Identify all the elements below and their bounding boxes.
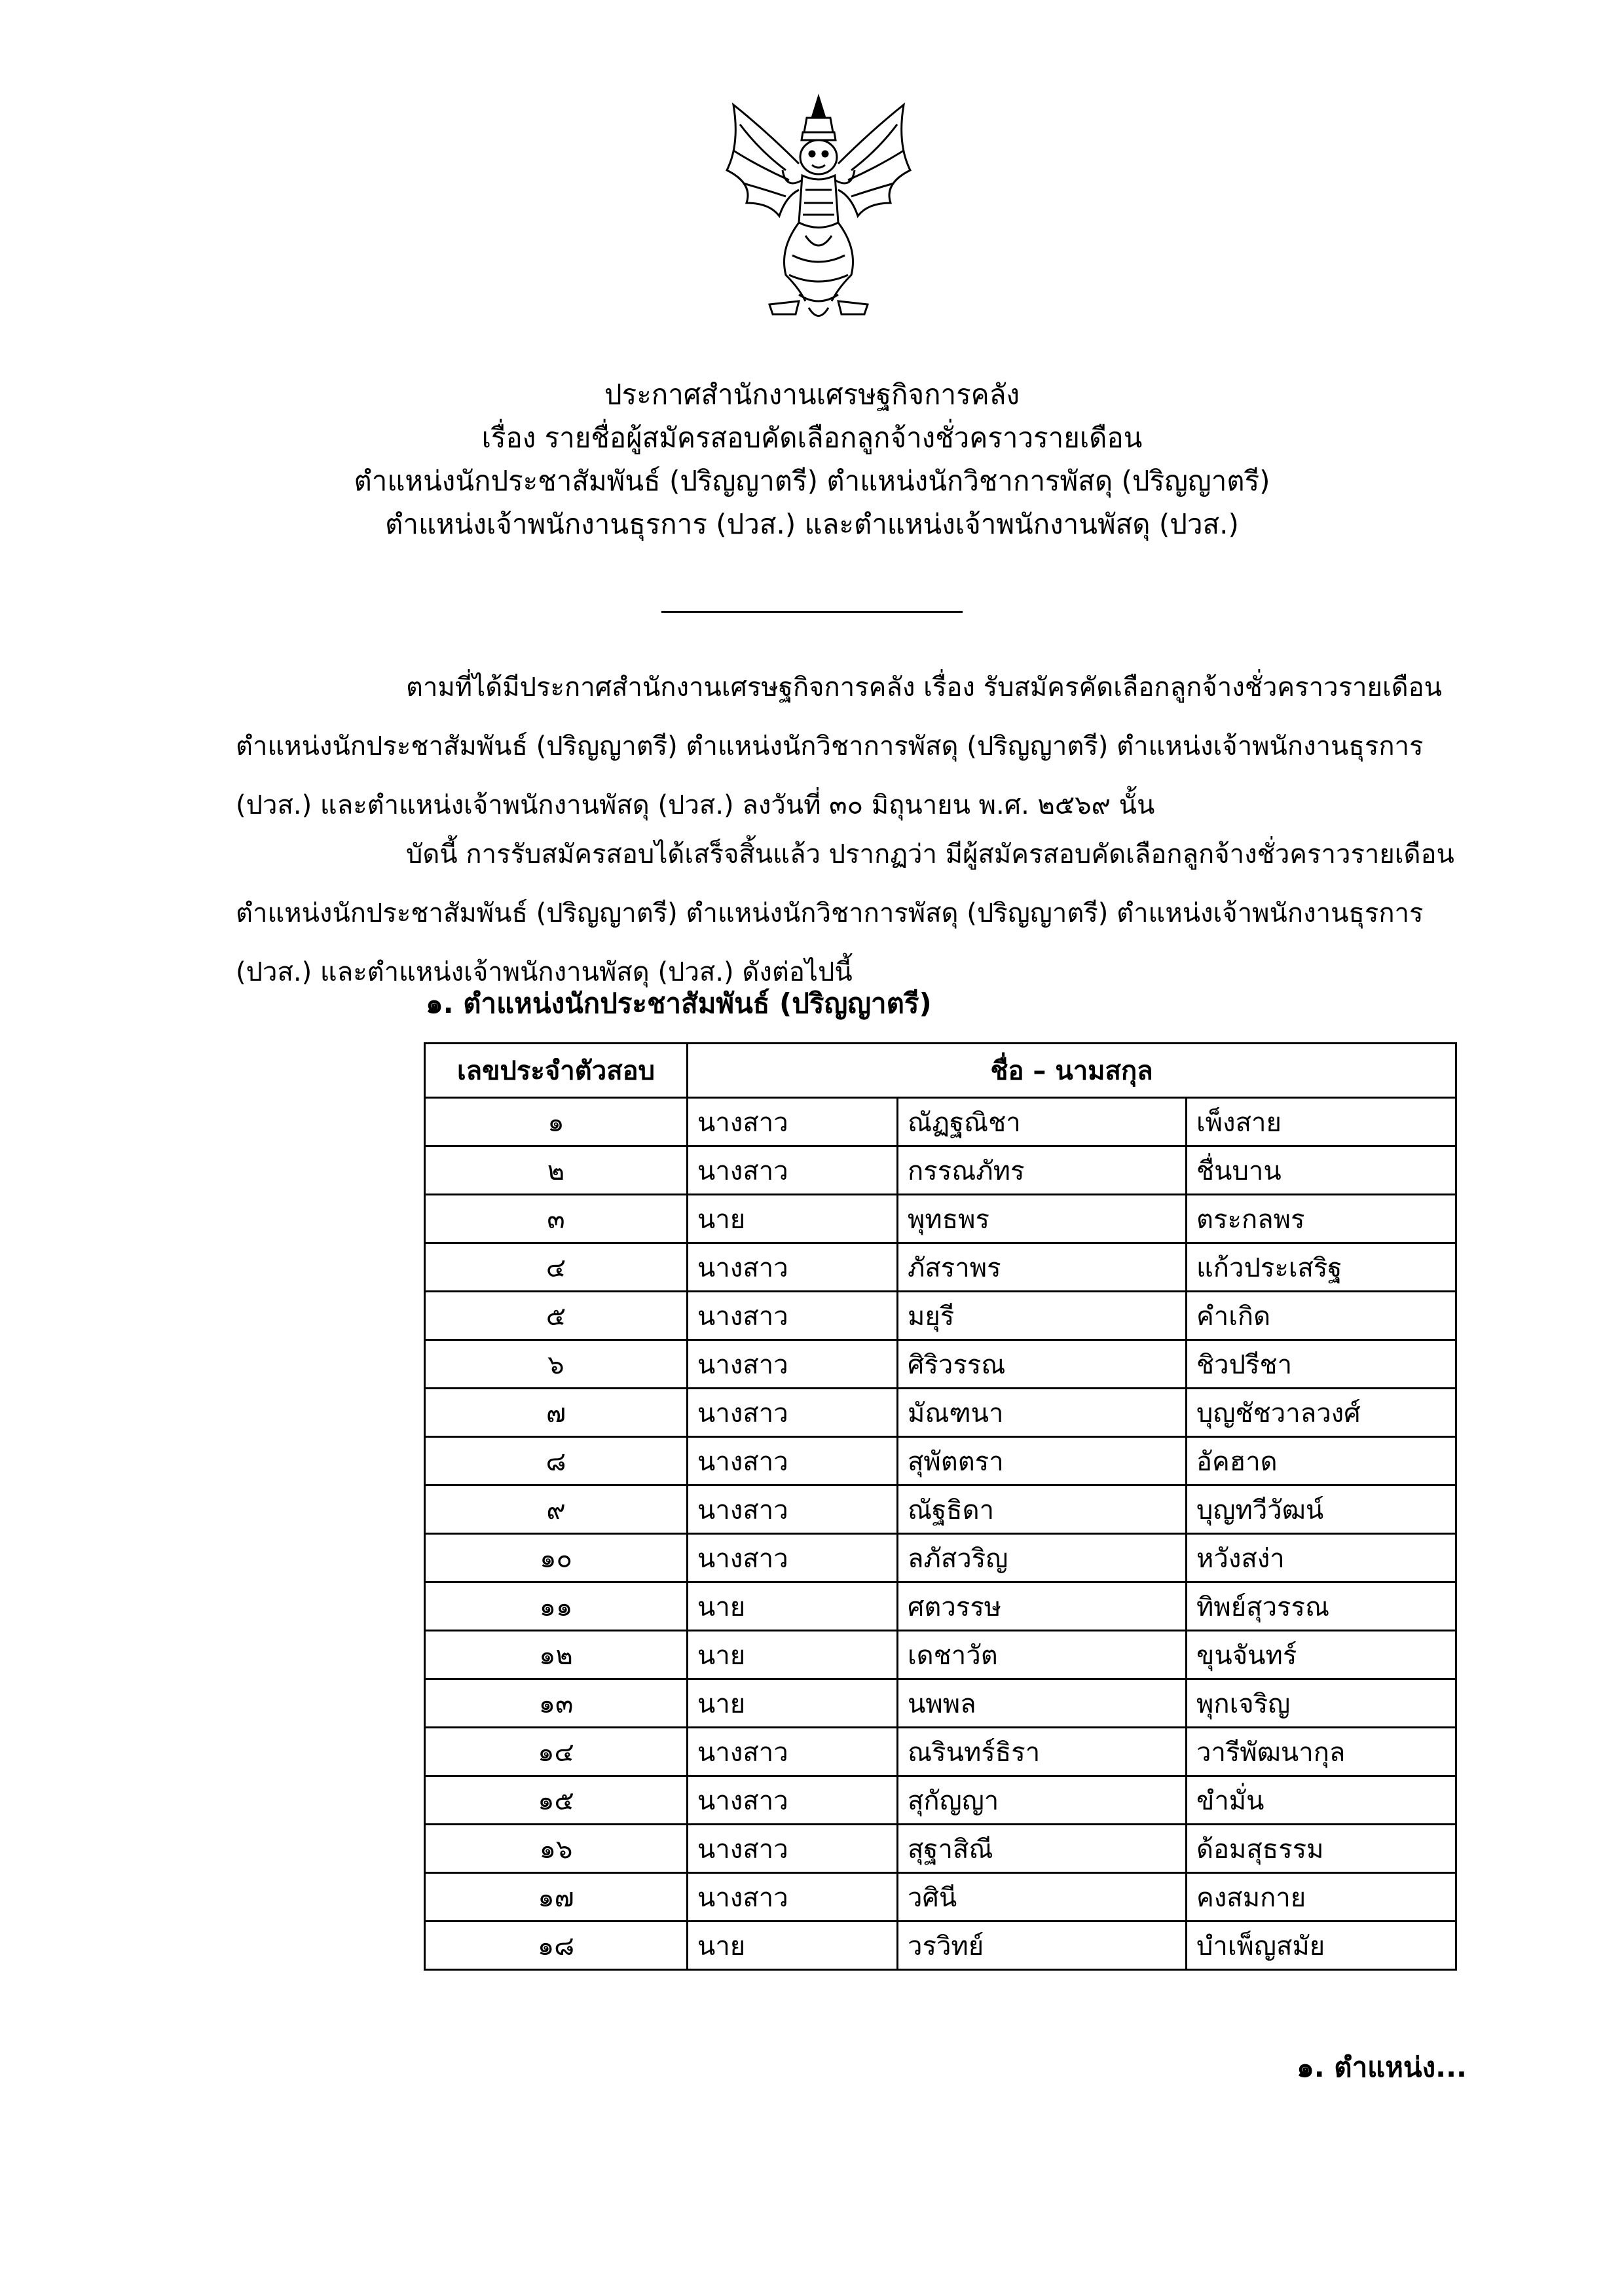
table-row	[425, 1243, 1456, 1292]
last-name-cell: ขุนจันทร์	[1187, 1631, 1456, 1679]
exam-number-cell: ๑๗	[425, 1873, 688, 1922]
paragraph-line: ตำแหน่งนักประชาสัมพันธ์ (ปริญญาตรี) ตำแหน่งนักวิชาการพัสดุ (ปริญญาตรี) ตำแหน่งเจ้าพนักงานธุรการ	[236, 898, 1424, 928]
first-name-cell: นพพล	[898, 1679, 1187, 1728]
last-name-cell: บุญชัชวาลวงศ์	[1187, 1389, 1456, 1437]
first-name-cell: ณรินทร์ธิรา	[898, 1728, 1187, 1776]
table-row	[425, 1631, 1456, 1679]
last-name-cell: เพ็งสาย	[1187, 1098, 1456, 1146]
name-title-cell: นาย	[688, 1582, 898, 1631]
name-title-cell: นางสาว	[688, 1098, 898, 1146]
table-row	[425, 1582, 1456, 1631]
first-name-cell: มยุรี	[898, 1292, 1187, 1340]
announcement-subject: เรื่อง รายชื่อผู้สมัครสอบคัดเลือกลูกจ้างชั่วคราวรายเดือน	[481, 422, 1143, 454]
first-name-cell: สุพัตตรา	[898, 1437, 1187, 1485]
table-row	[425, 1292, 1456, 1340]
paragraph-line: บัดนี้ การรับสมัครสอบได้เสร็จสิ้นแล้ว ปรากฏว่า มีผู้สมัครสอบคัดเลือกลูกจ้างชั่วคราวรายเดือน	[406, 839, 1454, 869]
name-title-cell: นางสาว	[688, 1776, 898, 1825]
name-title-cell: นางสาว	[688, 1825, 898, 1873]
name-title-cell: นางสาว	[688, 1728, 898, 1776]
first-name-cell: ณัฏฐณิชา	[898, 1098, 1187, 1146]
name-title-cell: นาย	[688, 1679, 898, 1728]
name-title-cell: นางสาว	[688, 1437, 898, 1485]
first-name-cell: กรรณภัทร	[898, 1146, 1187, 1195]
name-title-cell: นางสาว	[688, 1340, 898, 1389]
last-name-cell: หวังสง่า	[1187, 1534, 1456, 1582]
table-body	[425, 1098, 1456, 1970]
last-name-cell: บุญทวีวัฒน์	[1187, 1485, 1456, 1534]
table-row	[425, 1485, 1456, 1534]
exam-number-cell: ๑๔	[425, 1728, 688, 1776]
announcement-title	[0, 373, 1624, 546]
first-name-cell: วศินี	[898, 1873, 1187, 1922]
table-row	[425, 1776, 1456, 1825]
table-row	[425, 1825, 1456, 1873]
exam-number-cell: ๒	[425, 1146, 688, 1195]
exam-number-cell: ๖	[425, 1340, 688, 1389]
exam-number-cell: ๑๑	[425, 1582, 688, 1631]
column-header-exam-number: เลขประจำตัวสอบ	[425, 1044, 688, 1098]
paragraph-line: (ปวส.) และตำแหน่งเจ้าพนักงานพัสดุ (ปวส.) ดังต่อไปนี้	[236, 957, 853, 987]
first-name-cell: วรวิทย์	[898, 1922, 1187, 1970]
table-row	[425, 1534, 1456, 1582]
last-name-cell: ชื่นบาน	[1187, 1146, 1456, 1195]
last-name-cell: ตระกลพร	[1187, 1195, 1456, 1243]
last-name-cell: บำเพ็ญสมัย	[1187, 1922, 1456, 1970]
first-name-cell: สุกัญญา	[898, 1776, 1187, 1825]
name-title-cell: นางสาว	[688, 1534, 898, 1582]
exam-number-cell: ๑	[425, 1098, 688, 1146]
name-title-cell: นางสาว	[688, 1389, 898, 1437]
exam-number-cell: ๑๘	[425, 1922, 688, 1970]
exam-number-cell: ๘	[425, 1437, 688, 1485]
table-row	[425, 1098, 1456, 1146]
exam-number-cell: ๑๐	[425, 1534, 688, 1582]
last-name-cell: วารีพัฒนากุล	[1187, 1728, 1456, 1776]
applicant-table	[424, 1042, 1457, 1971]
last-name-cell: ชิวปรีชา	[1187, 1340, 1456, 1389]
exam-number-cell: ๓	[425, 1195, 688, 1243]
name-title-cell: นาย	[688, 1922, 898, 1970]
title-divider	[661, 611, 963, 613]
first-name-cell: สุฐาสิณี	[898, 1825, 1187, 1873]
first-name-cell: ศิริวรรณ	[898, 1340, 1187, 1389]
name-title-cell: นางสาว	[688, 1146, 898, 1195]
exam-number-cell: ๙	[425, 1485, 688, 1534]
table-row	[425, 1873, 1456, 1922]
paragraph-line: (ปวส.) และตำแหน่งเจ้าพนักงานพัสดุ (ปวส.) ลงวันที่ ๓๐ มิถุนายน พ.ศ. ๒๕๖๙ นั้น	[236, 790, 1155, 820]
last-name-cell: คำเกิด	[1187, 1292, 1456, 1340]
table-row	[425, 1437, 1456, 1485]
first-name-cell: พุทธพร	[898, 1195, 1187, 1243]
last-name-cell: ทิพย์สุวรรณ	[1187, 1582, 1456, 1631]
last-name-cell: ขำมั่น	[1187, 1776, 1456, 1825]
last-name-cell: อัคฮาด	[1187, 1437, 1456, 1485]
garuda-emblem-icon	[707, 92, 930, 327]
announcement-positions-1: ตำแหน่งนักประชาสัมพันธ์ (ปริญญาตรี) ตำแหน่งนักวิชาการพัสดุ (ปริญญาตรี)	[354, 465, 1270, 497]
first-name-cell: เดชาวัต	[898, 1631, 1187, 1679]
table-row	[425, 1340, 1456, 1389]
name-title-cell: นาย	[688, 1631, 898, 1679]
name-title-cell: นางสาว	[688, 1243, 898, 1292]
continued-marker: ๑. ตำแหน่ง...	[1297, 2051, 1467, 2083]
exam-number-cell: ๑๖	[425, 1825, 688, 1873]
table-row	[425, 1389, 1456, 1437]
table-header-row	[425, 1044, 1456, 1098]
first-name-cell: ณัฐธิดา	[898, 1485, 1187, 1534]
table-row	[425, 1728, 1456, 1776]
name-title-cell: นางสาว	[688, 1485, 898, 1534]
exam-number-cell: ๑๒	[425, 1631, 688, 1679]
last-name-cell: พุกเจริญ	[1187, 1679, 1456, 1728]
table-row	[425, 1679, 1456, 1728]
name-title-cell: นาย	[688, 1195, 898, 1243]
exam-number-cell: ๑๓	[425, 1679, 688, 1728]
paragraph-line: ตามที่ได้มีประกาศสำนักงานเศรษฐกิจการคลัง เรื่อง รับสมัครคัดเลือกลูกจ้างชั่วคราวรายเดือน	[406, 672, 1442, 702]
announcement-positions-2: ตำแหน่งเจ้าพนักงานธุรการ (ปวส.) และตำแหน่งเจ้าพนักงานพัสดุ (ปวส.)	[385, 508, 1239, 540]
paragraph-line: ตำแหน่งนักประชาสัมพันธ์ (ปริญญาตรี) ตำแหน่งนักวิชาการพัสดุ (ปริญญาตรี) ตำแหน่งเจ้าพนักงานธุรการ	[236, 731, 1424, 761]
exam-number-cell: ๗	[425, 1389, 688, 1437]
section-heading: ๑. ตำแหน่งนักประชาสัมพันธ์ (ปริญญาตรี)	[426, 987, 932, 1019]
name-title-cell: นางสาว	[688, 1873, 898, 1922]
table-row	[425, 1195, 1456, 1243]
first-name-cell: ลภัสวริญ	[898, 1534, 1187, 1582]
first-name-cell: ศตวรรษ	[898, 1582, 1187, 1631]
table-row	[425, 1146, 1456, 1195]
exam-number-cell: ๑๕	[425, 1776, 688, 1825]
paragraph-announcement	[236, 825, 1467, 1002]
paragraph-reference	[236, 658, 1467, 835]
last-name-cell: ด้อมสุธรรม	[1187, 1825, 1456, 1873]
name-title-cell: นางสาว	[688, 1292, 898, 1340]
last-name-cell: แก้วประเสริฐ	[1187, 1243, 1456, 1292]
table-row	[425, 1922, 1456, 1970]
exam-number-cell: ๕	[425, 1292, 688, 1340]
last-name-cell: คงสมกาย	[1187, 1873, 1456, 1922]
exam-number-cell: ๔	[425, 1243, 688, 1292]
first-name-cell: ภัสราพร	[898, 1243, 1187, 1292]
first-name-cell: มัณฑนา	[898, 1389, 1187, 1437]
column-header-full-name: ชื่อ – นามสกุล	[688, 1044, 1456, 1098]
announcement-heading: ประกาศสำนักงานเศรษฐกิจการคลัง	[604, 378, 1020, 410]
